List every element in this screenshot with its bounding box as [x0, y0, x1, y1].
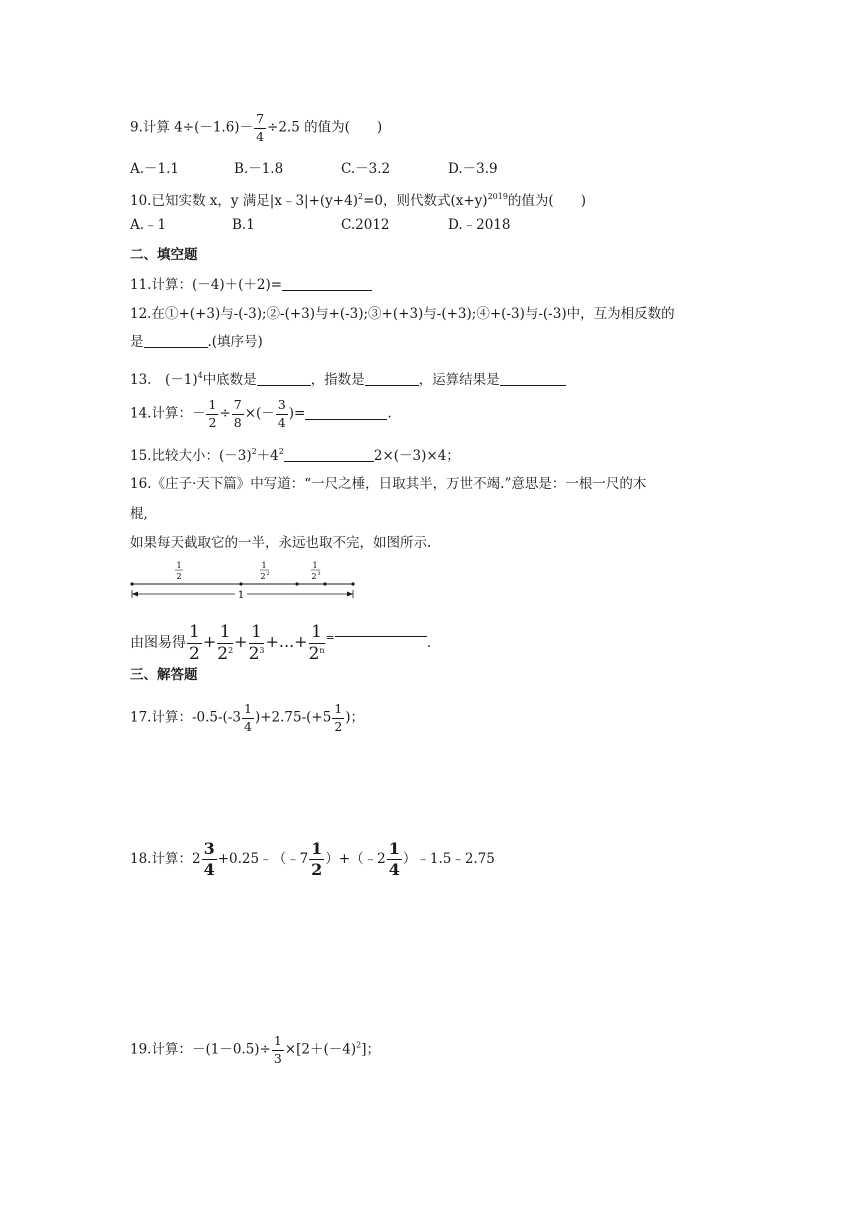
q18-fraction-3: $\frac{1}{4}$ [388, 839, 400, 879]
label-eighth-den: 2 [311, 572, 317, 581]
q18-fraction-2: $\frac{1}{2}$ [311, 839, 323, 879]
q14-op1: ÷ [219, 405, 231, 422]
q18-prefix: 18.计算：2 [130, 851, 201, 867]
division-point [130, 582, 133, 585]
q19-suffix: ]； [361, 1041, 380, 1058]
label-quarter-exp: 2 [266, 571, 270, 577]
q9-option-a: A.－1.1 [130, 161, 180, 177]
q16-equals: = [325, 631, 335, 644]
q19-prefix: 19.计算：－(1－0.5)÷ [130, 1041, 271, 1058]
arrow-left-icon [132, 592, 138, 597]
section-2-heading: 二、填空题 [130, 247, 198, 263]
q16-expression [130, 615, 431, 666]
q16-answer-blank [335, 622, 427, 637]
q10-option-c: C.2012 [341, 217, 390, 233]
q13-blank-exponent [365, 371, 419, 386]
question-16-line-1: 16.《庄子·天下篇》中写道：“一尺之棰，日取其半，万世不竭.”意思是：一根一尺的木 [130, 476, 647, 492]
q15-exponent-2: 2 [278, 447, 284, 456]
q19-fraction-1: $\frac{1}{3}$ [273, 1033, 282, 1066]
q14-answer-blank [305, 405, 387, 420]
q19-exponent: 2 [356, 1040, 362, 1050]
q16-term-3: $\frac{1}{2^3}$ [248, 621, 265, 664]
q9-option-c: C.－3.2 [341, 161, 391, 177]
label-quarter-num: 1 [261, 561, 267, 570]
q16-term-n: $\frac{1}{2^n}$ [308, 621, 325, 664]
label-eighth-num: 1 [312, 561, 318, 570]
q10-option-b: B.1 [232, 217, 255, 233]
q16-expression-prefix: 由图易得 [130, 635, 186, 651]
label-quarter-den: 2 [260, 572, 266, 581]
q15-answer-blank [284, 447, 374, 462]
q12-answer-blank [144, 333, 208, 348]
q10-part2: =0，则代数式(x+y) [363, 193, 488, 209]
question-19 [130, 1035, 380, 1065]
q17-fraction-2: $\frac{1}{2}$ [334, 701, 343, 734]
q9-option-d: D.－3.9 [448, 161, 498, 177]
q13-exponent: 4 [197, 371, 203, 380]
question-11 [130, 275, 372, 295]
q10-option-a: A.﹣1 [130, 217, 167, 233]
q18-fraction-1: $\frac{3}{4}$ [203, 839, 215, 879]
q9-option-b: B.－1.8 [234, 161, 284, 177]
label-half-den: 2 [176, 572, 182, 581]
division-point [239, 582, 242, 585]
q16-plus-4: + [294, 632, 308, 651]
q9-suffix: ÷2.5 的值为( ) [267, 119, 383, 136]
q14-fraction-2: $\frac{7}{8}$ [233, 397, 242, 430]
q18-mid2: ）+（﹣2 [325, 851, 386, 867]
q10-exponent-1: 2 [357, 192, 364, 201]
question-15 [130, 442, 460, 466]
question-10 [130, 187, 586, 211]
question-13 [130, 366, 566, 390]
q10-part1: 10.已知实数 x，y 满足|x﹣3|+(y+4) [130, 193, 358, 209]
question-14 [130, 399, 392, 429]
q14-suffix: . [387, 405, 392, 422]
section-3-heading: 三、解答题 [130, 667, 198, 683]
q9-fraction: $\frac{7}{4}$ [256, 111, 265, 144]
q14-op2: ×(－ [244, 405, 275, 422]
q9-prefix: 9.计算 4÷(－1.6)－ [130, 119, 254, 136]
q10-exponent-2: 2019 [487, 192, 508, 201]
q16-plus-3: + [265, 632, 279, 651]
q14-fraction-3: $\frac{3}{4}$ [277, 397, 286, 430]
question-16-line-2: 棍, [130, 506, 148, 522]
q14-fraction-1: $\frac{1}{2}$ [208, 397, 217, 430]
arrow-right-icon [347, 592, 353, 597]
q10-part3: 的值为( ) [507, 193, 586, 209]
q13-blank-base [257, 371, 311, 386]
q17-prefix: 17.计算：-0.5-(-3 [130, 709, 241, 726]
q13-part4: ，运算结果是 [418, 372, 500, 388]
q11-text: 11.计算：(－4)＋(＋2)= [130, 277, 283, 293]
q19-mid: ×[2＋(－4) [284, 1041, 357, 1058]
q16-term-2: $\frac{1}{2^2}$ [217, 621, 234, 664]
question-18 [130, 841, 495, 878]
q10-options [130, 215, 511, 235]
q17-fraction-1: $\frac{1}{4}$ [243, 701, 252, 734]
label-half-num: 1 [176, 561, 182, 570]
label-eighth-exp: 3 [317, 571, 321, 577]
q18-suffix: ）﹣1.5﹣2.75 [402, 851, 495, 867]
question-12-line-1: 12.在①+(+3)与-(-3);②-(+3)与+(-3);③+(+3)与-(+3);④+(-3)与-(-3)中，互为相反数的 [130, 306, 675, 322]
q15-part3: 2×(－3)×4； [373, 448, 460, 464]
question-16-line-3: 如果每天截取它的一半，永远也取不完，如图所示. [130, 535, 432, 551]
q14-op3: )= [288, 405, 306, 422]
q13-blank-result [500, 371, 566, 386]
q16-term-1: $\frac{1}{2}$ [189, 621, 200, 664]
division-point [323, 582, 326, 585]
q16-plus-1: + [202, 632, 217, 651]
q15-part2: ＋4 [256, 448, 279, 464]
q17-mid: )+2.75-(+5 [254, 709, 332, 726]
division-point [295, 582, 298, 585]
division-point [351, 582, 354, 585]
q18-mid1: +0.25﹣（﹣7 [217, 851, 309, 867]
q16-stick-figure [124, 560, 364, 602]
question-17 [130, 703, 364, 733]
q16-plus-2: + [234, 632, 248, 651]
question-9 [130, 113, 382, 143]
q15-part1: 15.比较大小：(－3) [130, 448, 252, 464]
q14-prefix: 14.计算：－ [130, 405, 206, 422]
q13-part1: 13. (－1) [130, 372, 198, 388]
q9-options [130, 159, 498, 179]
q17-suffix: )； [345, 709, 365, 726]
q13-part3: ，指数是 [310, 372, 365, 388]
q13-part2: 中底数是 [202, 372, 257, 388]
q12-line2-suffix: .(填序号) [207, 334, 263, 350]
label-total: 1 [237, 590, 245, 601]
q15-exponent-1: 2 [251, 447, 257, 456]
q16-ellipsis: ... [278, 632, 295, 651]
q12-line2-prefix: 是 [130, 334, 144, 350]
q11-answer-blank [282, 276, 372, 291]
question-12-line-2 [130, 332, 263, 352]
q10-option-d: D.﹣2018 [448, 217, 511, 233]
q16-suffix: . [426, 635, 432, 651]
